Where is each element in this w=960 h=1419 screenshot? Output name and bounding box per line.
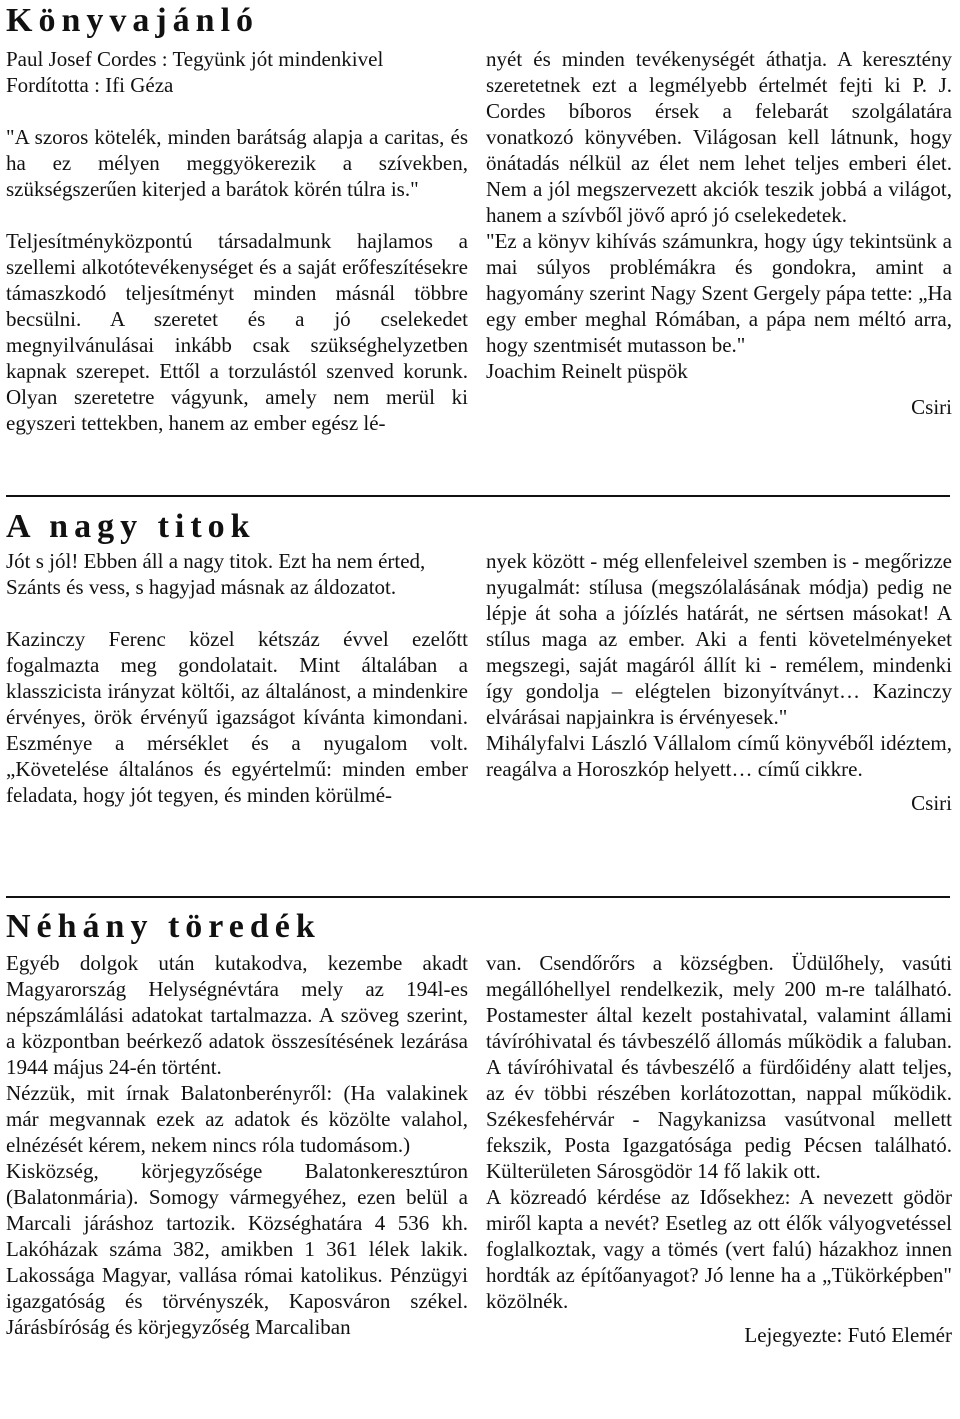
author-signature: Lejegyezte: Futó Elemér bbox=[744, 1323, 952, 1347]
toredek-paragraph: Kisközség, körjegyzősége Balatonkeresztúron (Balatonmária). Somogy vármegyéhez, ezen belül a Marcali járáshoz tartozik. Községhatára 4 536 kh. Lakóházak száma 382, amikben 1 361 lélek lakik. Lakossága Magyar, vallása római katolikus. Pénzügyi igazgatóság és törvényszék, Kaposváron székel. Járásbíróság és körjegyzőség Marcaliban bbox=[6, 1159, 468, 1339]
toredek-paragraph: Egyéb dolgok után kutakodva, kezembe akadt Magyarország Helységnévtára mely az 194l-es népszámlálási adatokat tartalmazza. A szöveg szerint, a központban beérkező adatok összesítésének lezárása 1944 május 24-én történt. bbox=[6, 951, 468, 1079]
toredek-left-column bbox=[6, 950, 468, 1340]
section-title-nehany-toredek: Néhány töredék bbox=[6, 908, 321, 945]
section-divider bbox=[6, 495, 950, 497]
konyvajanlo-paragraph: "Ez a könyv kihívás számunkra, hogy úgy tekintsünk a mai súlyos problémákra és gondokra, amint a hagyomány szerint Nagy Szent Gergely pápa tette: „Ha egy ember meghal Rómában, a pápa nem méltó arra, hogy szentmisét mutasson be." bbox=[486, 229, 952, 357]
section-title-konyvajanlo: Könyvajánló bbox=[6, 2, 260, 39]
nagy-titok-paragraph: nyek között - még ellenfeleivel szemben is - megőrizze nyugalmát: stílusa (megszólalásának módja) pedig ne lépje át soha a jóízlés határát, ne sértsen másokat! A stílus maga az ember. Aki a fenti követelményeket megszegi, saját magáról állít ki - remélem, mindenki így gondolja – elégtelen bizonyítványt… Kazinczy elvárásai napjainkra is érvényesek." bbox=[486, 549, 952, 729]
book-quote: "A szoros kötelék, minden barátság alapja a caritas, és ha ez mélyen meggyökerezik a szívekben, szükségszerűen kiterjed a barátok körén túlra is." bbox=[6, 125, 468, 201]
toredek-paragraph: A közreadó kérdése az Idősekhez: A nevezett gödör miről kapta a nevét? Esetleg az ott élők vályogvetéssel foglalkoztak, vagy a tömés (vert falú) házakhoz innen hordták az építőanyagot? Jó lenne ha a „Tükörképben" közölnék. bbox=[486, 1185, 952, 1313]
konyvajanlo-paragraph: nyét és minden tevékenységét áthatja. A keresztény szeretetnek ezt a legmélyebb értelmét fejti ki P. J. Cordes bíboros érsek a felebarát szolgálatára vonatkozó könyvében. Világosan kell látnunk, hogy önátadás nélkül az élet nem lehet teljes emberi élet. Nem a jól megszervezett akciók teszik jobbá a világot, hanem a szívből jövő apró jó cselekedetek. bbox=[486, 47, 952, 227]
toredek-right-column bbox=[486, 950, 952, 1348]
section-divider bbox=[6, 896, 950, 898]
poem-line: Szánts és vess, s hagyjad másnak az áldozatot. bbox=[6, 575, 397, 599]
konyvajanlo-left-column bbox=[6, 46, 468, 436]
nagy-titok-paragraph: Kazinczy Ferenc közel kétszáz évvel ezelőtt fogalmazta meg gondolatait. Mint általában a klasszicista irányzat költői, az általánost, a mindenkire érvényes, örök érvényű igazságot kívánta kimondani. Eszménye a mérséklet és a nyugalom volt. „Követelése általános és egyértelmű: minden ember feladata, hogy jót tegyen, és minden körülmé- bbox=[6, 627, 468, 807]
konyvajanlo-right-column bbox=[486, 46, 952, 420]
book-translator: Fordította : Ifi Géza bbox=[6, 73, 174, 97]
author-signature: Csiri bbox=[911, 791, 952, 815]
poem-line: Jót s jól! Ebben áll a nagy titok. Ezt ha nem érted, bbox=[6, 549, 426, 573]
toredek-paragraph: Nézzük, mit írnak Balatonberényről: (Ha valakinek már megvannak ezek az adatok és közölte valahol, elnézését kérem, nekem nincs róla tudomásom.) bbox=[6, 1081, 468, 1157]
konyvajanlo-paragraph: Teljesítményközpontú társadalmunk hajlamos a szellemi alkotótevékenységet és a saját erőfeszítésekre támaszkodó teljesítményt minden másnál többre becsülni. A szeretet és a jó cselekedet megnyilvánulásai inkább csak szükséghelyzetben kapnak szerepet. Ettől a torzulástól szenved korunk. Olyan szeretetre vágyunk, amely nem merül ki egyszeri tettekben, hanem az ember egész lé- bbox=[6, 229, 468, 435]
quote-attribution: Joachim Reinelt püspök bbox=[486, 359, 688, 383]
section-title-a-nagy-titok: A nagy titok bbox=[6, 508, 256, 545]
author-signature: Csiri bbox=[911, 395, 952, 419]
book-author-title: Paul Josef Cordes : Tegyünk jót mindenkivel bbox=[6, 47, 384, 71]
nagy-titok-paragraph: Mihályfalvi László Vállalom című könyvéből idéztem, reagálva a Horoszkóp helyett… című cikkre. bbox=[486, 731, 952, 781]
nagy-titok-right-column bbox=[486, 548, 952, 816]
nagy-titok-left-column bbox=[6, 548, 468, 808]
toredek-paragraph: van. Csendőrőrs a községben. Üdülőhely, vasúti megállóhellyel rendelkezik, mely 200 m-re található. Postamester által kezelt postahivatal, valamint állami távíróhivatal és távbeszélő állomás működik a faluban. A távíróhivatal és távbeszélő a fürdőidény alatt teljes, az év többi részében korlátozottan, nappal működik. Székesfehérvár - Nagykanizsa vasútvonal mellett fekszik, Posta Igazgatósága pedig Pécsen található. Külterületen Sárosgödör 14 fő lakik ott. bbox=[486, 951, 952, 1183]
